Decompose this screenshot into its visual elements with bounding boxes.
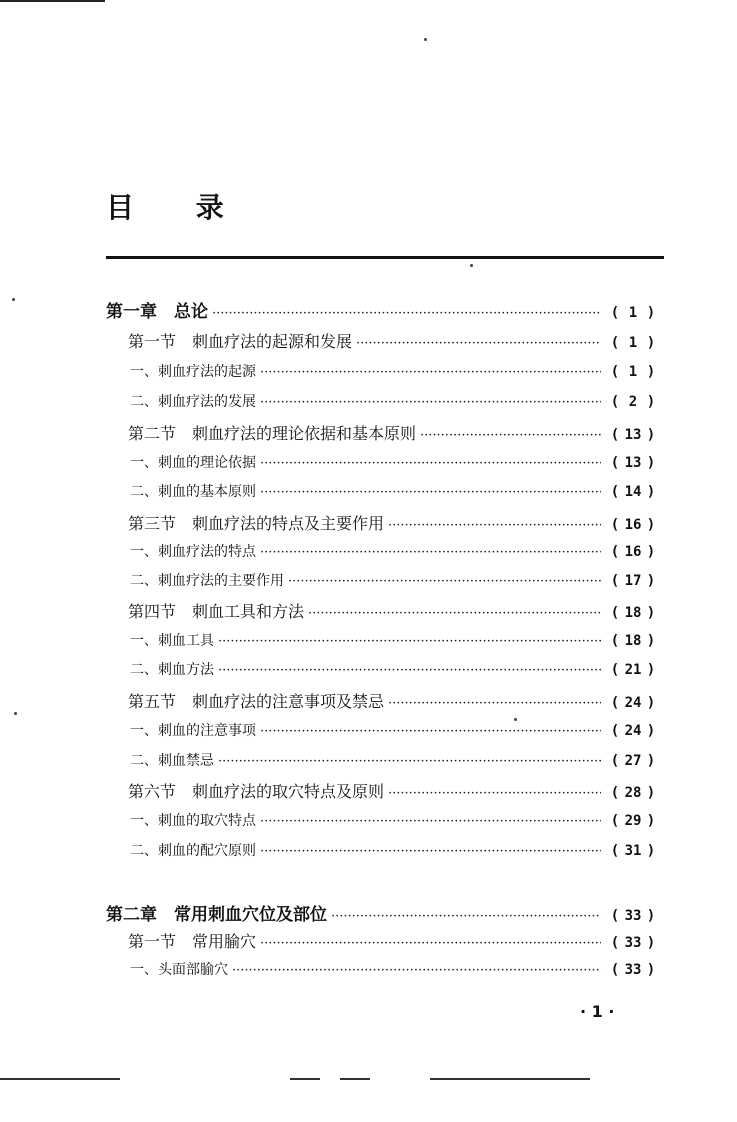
page-bracket-right: ): [646, 935, 656, 951]
toc-entry-title: 第二章 常用刺血穴位及部位: [106, 905, 327, 925]
toc-entry-item: [130, 481, 661, 507]
page-number-value: 16: [624, 544, 642, 560]
toc-entry-page: [605, 427, 661, 443]
page-bracket-left: (: [610, 695, 620, 711]
dot-leader: [260, 456, 601, 471]
toc-entry-title: 二、刺血禁忌: [130, 753, 214, 769]
toc-entry-page: [605, 544, 661, 560]
dot-leader: [260, 545, 601, 560]
page-bracket-left: (: [610, 605, 620, 621]
page-number-value: 14: [624, 484, 642, 500]
page-bracket-right: ): [646, 753, 656, 769]
toc-entry-title: 一、刺血的注意事项: [130, 723, 256, 739]
dot-leader: [218, 754, 601, 769]
toc-entry-item: [130, 750, 661, 776]
page-number-value: 33: [624, 935, 642, 951]
page-number-value: 13: [624, 455, 642, 471]
page-number-value: 27: [624, 753, 642, 769]
page-number-value: 21: [624, 662, 642, 678]
toc-entry-item: [130, 840, 661, 866]
scan-speck: [424, 38, 427, 41]
toc-entry-section: [128, 689, 661, 715]
dot-leader: [331, 909, 601, 924]
toc-entry-title: 二、刺血疗法的主要作用: [130, 573, 284, 589]
toc-entry-title: 第一节 常用腧穴: [128, 932, 257, 951]
page-number-value: 16: [624, 517, 642, 533]
toc-entry-section: [128, 329, 661, 355]
dot-leader: [388, 786, 601, 801]
page-number-value: 1: [628, 335, 638, 351]
page-bracket-right: ): [646, 633, 656, 649]
page-bracket-left: (: [610, 364, 620, 380]
page-number-value: 18: [624, 605, 642, 621]
toc-entry-title: 第一章 总论: [106, 302, 208, 322]
page-bracket-right: ): [646, 427, 656, 443]
toc-entry-page: [605, 695, 661, 711]
page-number-value: 28: [624, 785, 642, 801]
page-bracket-right: ): [646, 394, 656, 410]
toc-entry-page: [605, 605, 661, 621]
dot-leader: [288, 574, 601, 589]
toc-entry-page: [605, 394, 661, 410]
page-number-value: 1: [628, 364, 638, 380]
toc-entry-item: [130, 659, 661, 685]
page-bracket-left: (: [610, 962, 620, 978]
toc-entry-title: 二、刺血方法: [130, 662, 214, 678]
page-bracket-left: (: [610, 935, 620, 951]
page-bracket-right: ): [646, 305, 656, 321]
page-bracket-left: (: [610, 843, 620, 859]
dot-leader: [260, 395, 601, 410]
page-bracket-left: (: [610, 455, 620, 471]
page-bracket-right: ): [646, 573, 656, 589]
page-bracket-left: (: [610, 573, 620, 589]
toc-entry-title: 一、刺血的取穴特点: [130, 813, 256, 829]
scan-speck: [514, 718, 517, 721]
toc-entry-title: 第五节 刺血疗法的注意事项及禁忌: [128, 692, 385, 711]
dot-leader: [356, 336, 601, 351]
dot-leader: [388, 696, 601, 711]
toc-entry-item: [130, 570, 661, 596]
toc-entry-page: [605, 908, 661, 924]
toc-entry-title: 二、刺血疗法的发展: [130, 394, 256, 410]
dot-leader: [260, 365, 601, 380]
page-number-value: 31: [624, 843, 642, 859]
page-number-value: 24: [624, 723, 642, 739]
dot-leader: [232, 963, 601, 978]
page-bracket-left: (: [610, 427, 620, 443]
page-bracket-right: ): [646, 605, 656, 621]
toc-entry-item: [130, 452, 661, 478]
page-bracket-right: ): [646, 364, 656, 380]
page-bracket-right: ): [646, 723, 656, 739]
toc-entry-page: [605, 484, 661, 500]
page-title: 目 录: [106, 191, 250, 224]
page-bracket-left: (: [610, 785, 620, 801]
page-bracket-right: ): [646, 908, 656, 924]
page-number-value: 13: [624, 427, 642, 443]
page-number-value: 1: [628, 305, 638, 321]
toc-entry-page: [605, 662, 661, 678]
toc-entry-title: 一、头面部腧穴: [130, 962, 228, 978]
toc-entry-page: [605, 785, 661, 801]
toc-entry-title: 第三节 刺血疗法的特点及主要作用: [128, 514, 385, 533]
page-bracket-right: ): [646, 695, 656, 711]
page-bracket-right: ): [646, 785, 656, 801]
toc-entry-page: [605, 813, 661, 829]
scan-edge-line-bottom: [340, 1078, 370, 1080]
dot-leader: [218, 663, 601, 678]
toc-entry-item: [130, 720, 661, 746]
page-bracket-right: ): [646, 455, 656, 471]
toc-entry-title: 第二节 刺血疗法的理论依据和基本原则: [128, 424, 417, 443]
toc-entry-title: 二、刺血的配穴原则: [130, 843, 256, 859]
toc-entry-page: [605, 305, 661, 321]
page-number-value: 29: [624, 813, 642, 829]
toc-entry-title: 一、刺血疗法的起源: [130, 364, 256, 380]
dot-leader: [308, 606, 601, 621]
dot-leader: [260, 485, 601, 500]
scan-speck: [14, 712, 17, 715]
page-bracket-left: (: [610, 305, 620, 321]
page-bracket-left: (: [610, 517, 620, 533]
page-bracket-right: ): [646, 517, 656, 533]
page-bracket-right: ): [646, 843, 656, 859]
toc-entry-section: [128, 929, 661, 955]
page-bracket-left: (: [610, 723, 620, 739]
toc-entry-title: 第六节 刺血疗法的取穴特点及原则: [128, 782, 385, 801]
toc-entry-chapter: [106, 297, 661, 323]
page-number: · 1 ·: [580, 1002, 615, 1021]
page-bracket-left: (: [610, 544, 620, 560]
toc-entry-item: [130, 361, 661, 387]
scan-edge-line-bottom: [0, 1078, 120, 1080]
toc-entry-section: [128, 511, 661, 537]
toc-entry-item: [130, 810, 661, 836]
toc-entry-section: [128, 779, 661, 805]
toc-entry-title: 一、刺血疗法的特点: [130, 544, 256, 560]
page-bracket-right: ): [646, 484, 656, 500]
scan-edge-line-bottom: [290, 1078, 320, 1080]
page-bracket-right: ): [646, 335, 656, 351]
toc-entry-page: [605, 962, 661, 978]
toc-entry-page: [605, 935, 661, 951]
toc-entry-section: [128, 421, 661, 447]
scan-speck: [12, 298, 15, 301]
toc-entry-page: [605, 517, 661, 533]
page-bracket-left: (: [610, 662, 620, 678]
scan-edge-line-bottom: [430, 1078, 590, 1080]
page-bracket-left: (: [610, 813, 620, 829]
page-number-value: 33: [624, 962, 642, 978]
dot-leader: [260, 936, 601, 951]
toc-entry-title: 第一节 刺血疗法的起源和发展: [128, 332, 353, 351]
page-bracket-right: ): [646, 962, 656, 978]
toc-entry-page: [605, 455, 661, 471]
page-bracket-right: ): [646, 813, 656, 829]
page-bracket-left: (: [610, 633, 620, 649]
toc-entry-title: 第四节 刺血工具和方法: [128, 602, 305, 621]
toc-entry-item: [130, 391, 661, 417]
page-bracket-left: (: [610, 753, 620, 769]
dot-leader: [260, 844, 601, 859]
page-bracket-right: ): [646, 662, 656, 678]
page-bracket-left: (: [610, 335, 620, 351]
page-bracket-left: (: [610, 908, 620, 924]
dot-leader: [260, 814, 601, 829]
dot-leader: [420, 428, 601, 443]
dot-leader: [260, 724, 601, 739]
dot-leader: [388, 518, 601, 533]
page-number-value: 2: [628, 394, 638, 410]
toc-entry-section: [128, 599, 661, 625]
toc-entry-page: [605, 573, 661, 589]
toc-entry-page: [605, 843, 661, 859]
toc-entry-title: 二、刺血的基本原则: [130, 484, 256, 500]
page-number-value: 24: [624, 695, 642, 711]
toc-entry-title: 一、刺血的理论依据: [130, 455, 256, 471]
toc-entry-page: [605, 633, 661, 649]
toc-entry-chapter: [106, 900, 661, 926]
page-number-value: 17: [624, 573, 642, 589]
toc-entry-page: [605, 753, 661, 769]
scan-speck: [470, 264, 473, 267]
page-number-value: 33: [624, 908, 642, 924]
toc-entry-item: [130, 959, 661, 985]
page-bracket-right: ): [646, 544, 656, 560]
toc-entry-page: [605, 723, 661, 739]
toc-entry-item: [130, 630, 661, 656]
toc-entry-page: [605, 364, 661, 380]
toc-entry-item: [130, 541, 661, 567]
page-bracket-left: (: [610, 484, 620, 500]
dot-leader: [212, 306, 601, 321]
page-number-value: 18: [624, 633, 642, 649]
dot-leader: [218, 634, 601, 649]
toc-entry-title: 一、刺血工具: [130, 633, 214, 649]
page-bracket-left: (: [610, 394, 620, 410]
toc-entry-page: [605, 335, 661, 351]
